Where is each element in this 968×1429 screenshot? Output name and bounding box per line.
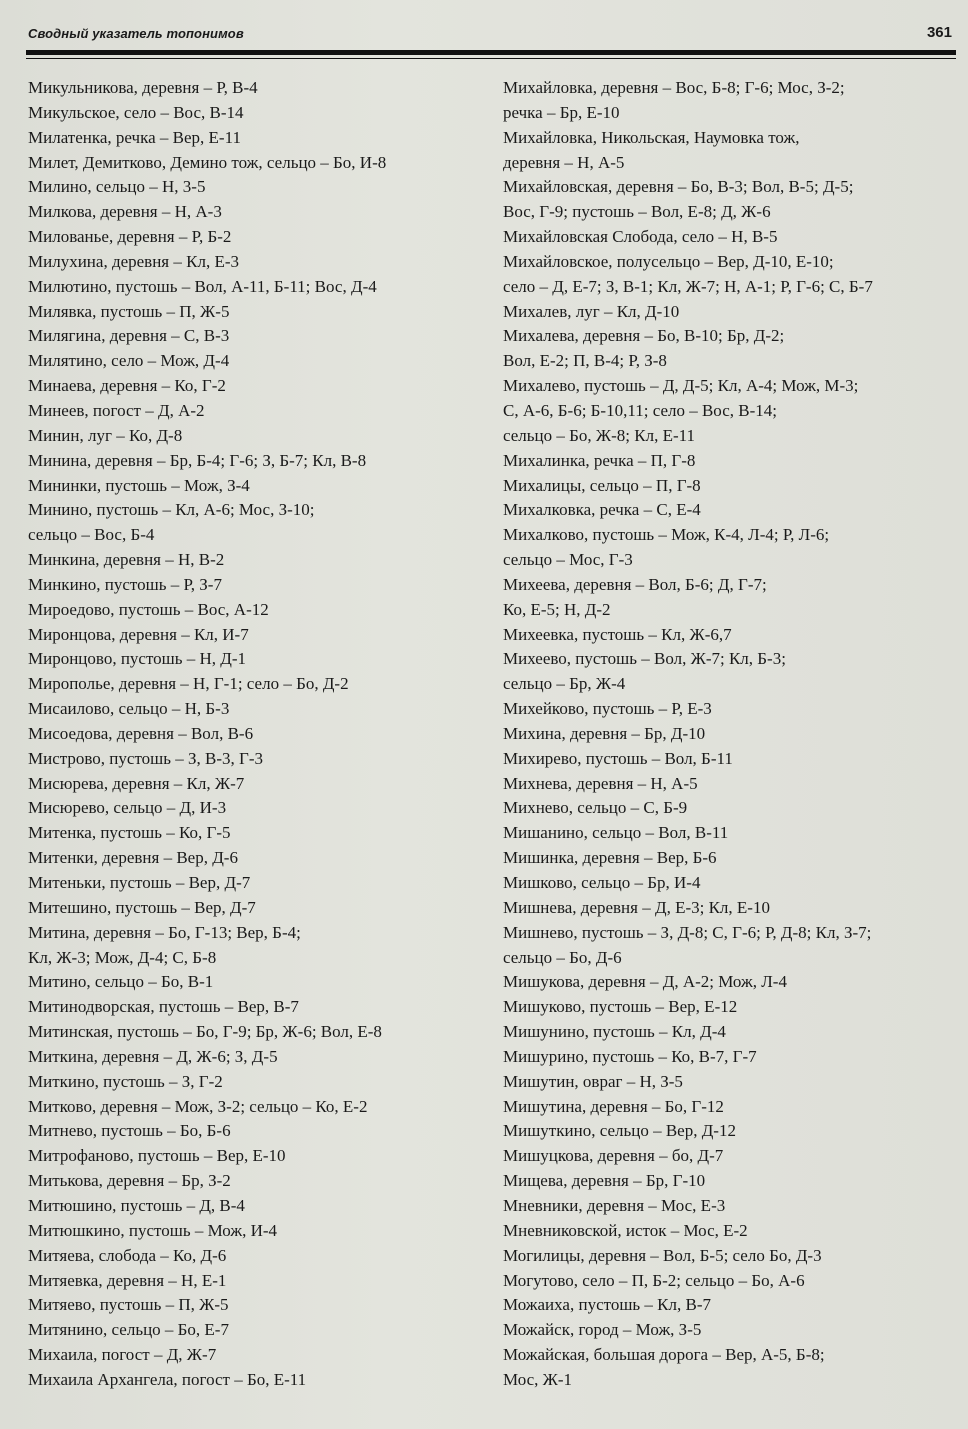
index-entry-line: Михалинка, речка – П, Г-8 bbox=[503, 450, 696, 470]
index-entry-line: Милатенка, речка – Вер, Е-11 bbox=[28, 127, 241, 147]
index-entry-line: Митяева, слобода – Ко, Д-6 bbox=[28, 1245, 227, 1265]
index-entry-line: Мишанино, сельцо – Вол, В-11 bbox=[503, 823, 729, 843]
index-entry-line: Мишнева, деревня – Д, Е-3; Кл, Е-10 bbox=[503, 897, 770, 917]
index-entry-line: Мишунино, пустошь – Кл, Д-4 bbox=[503, 1022, 726, 1042]
index-entry-line: Митинодворская, пустошь – Вер, В-7 bbox=[28, 997, 299, 1017]
index-entry-line: село – Д, Е-7; З, В-1; Кл, Ж-7; Н, А-1; Р, Г-6; С, Б-7 bbox=[503, 276, 873, 296]
page-number: 361 bbox=[926, 24, 952, 41]
index-entry-line: Митинская, пустошь – Бо, Г-9; Бр, Ж-6; Вол, Е-8 bbox=[28, 1022, 382, 1042]
index-entry-line: Михайловская, деревня – Бо, В-3; Вол, В-5; Д-5; bbox=[503, 177, 854, 197]
index-entry-line: сельцо – Вос, Б-4 bbox=[28, 525, 155, 545]
index-entry-line: Можайск, город – Мож, З-5 bbox=[503, 1320, 702, 1340]
index-entry-line: Мироедово, пустошь – Вос, А-12 bbox=[28, 599, 269, 619]
running-title: Сводный указатель топонимов bbox=[28, 26, 244, 41]
index-entry-line: Митенки, деревня – Вер, Д-6 bbox=[28, 848, 238, 868]
index-entry-line: Милкова, деревня – Н, А-3 bbox=[28, 202, 222, 222]
index-entry-line: Мисюрева, деревня – Кл, Ж-7 bbox=[28, 773, 245, 793]
index-entry-line: Мисаилово, сельцо – Н, Б-3 bbox=[28, 699, 230, 719]
index-entry-line: Милованье, деревня – Р, Б-2 bbox=[28, 227, 232, 247]
index-entry-line: Минин, луг – Ко, Д-8 bbox=[28, 425, 183, 445]
index-entry-line: Минино, пустошь – Кл, А-6; Мос, З-10; bbox=[28, 500, 315, 520]
index-entry-line: Мневниковской, исток – Мос, Е-2 bbox=[503, 1220, 748, 1240]
index-entry-line: Миронцово, пустошь – Н, Д-1 bbox=[28, 649, 247, 669]
index-entry-line: Мишуцкова, деревня – бо, Д-7 bbox=[503, 1146, 724, 1166]
index-entry-line: Митюшино, пустошь – Д, В-4 bbox=[28, 1195, 245, 1215]
index-entry-line: Мишково, сельцо – Бр, И-4 bbox=[503, 873, 701, 892]
index-entry-line: Митрофаново, пустошь – Вер, Е-10 bbox=[28, 1146, 286, 1166]
index-entry-line: речка – Бр, Е-10 bbox=[503, 102, 620, 122]
index-entry-line: Вол, Е-2; П, В-4; Р, З-8 bbox=[503, 351, 667, 371]
index-entry-line: Миронцова, деревня – Кл, И-7 bbox=[28, 624, 249, 644]
index-entry-line: Михейково, пустошь – Р, Е-3 bbox=[503, 699, 712, 719]
index-entry-line: Михаила Архангела, погост – Бо, Е-11 bbox=[28, 1369, 307, 1389]
index-entry-line: Михеевка, пустошь – Кл, Ж-6,7 bbox=[503, 624, 732, 644]
index-entry-line: Мос, Ж-1 bbox=[503, 1369, 573, 1389]
index-entry-line: Митково, деревня – Мож, З-2; сельцо – Ко, Е-2 bbox=[28, 1096, 368, 1116]
index-entry-line: Можайская, большая дорога – Вер, А-5, Б-8; bbox=[503, 1345, 825, 1365]
index-entry-line: Милявка, пустошь – П, Ж-5 bbox=[28, 301, 230, 321]
index-entry-line: Милухина, деревня – Кл, Е-3 bbox=[28, 251, 239, 271]
index-entry-line: Могутово, село – П, Б-2; сельцо – Бо, А-6 bbox=[503, 1270, 805, 1290]
index-entry-line: Михалково, пустошь – Мож, К-4, Л-4; Р, Л-6; bbox=[503, 525, 830, 545]
index-entry-line: Вос, Г-9; пустошь – Вол, Е-8; Д, Ж-6 bbox=[503, 202, 771, 222]
index-entry-line: Могилицы, деревня – Вол, Б-5; село Бо, Д-3 bbox=[503, 1245, 822, 1265]
index-entry-line: Митенка, пустошь – Ко, Г-5 bbox=[28, 823, 231, 843]
index-entry-line: Миропольe, деревня – Н, Г-1; село – Бо, Д-2 bbox=[28, 674, 349, 694]
index-column-right bbox=[503, 76, 958, 1393]
index-entry-line: Мишурино, пустошь – Ко, В-7, Г-7 bbox=[503, 1046, 757, 1066]
index-entry-line: Мисоедова, деревня – Вол, В-6 bbox=[28, 723, 254, 743]
index-entry-line: Митнево, пустошь – Бо, Б-6 bbox=[28, 1121, 231, 1141]
index-entry-line: Михалицы, сельцо – П, Г-8 bbox=[503, 475, 701, 495]
index-entry-line: Миткино, пустошь – З, Г-2 bbox=[28, 1071, 223, 1091]
index-entry-line: Мишуткино, сельцо – Вер, Д-12 bbox=[503, 1121, 736, 1141]
index-entry-line: Мишутина, деревня – Бо, Г-12 bbox=[503, 1096, 724, 1116]
index-entry-line: Мисюрево, сельцо – Д, И-3 bbox=[28, 798, 227, 818]
index-entry-line: Михайловка, Никольская, Наумовка тож, bbox=[503, 127, 800, 147]
index-entry-line: сельцо – Мос, Г-3 bbox=[503, 550, 633, 570]
index-entry-line: Михирево, пустошь – Вол, Б-11 bbox=[503, 748, 733, 768]
index-entry-line: Михалева, деревня – Бо, В-10; Бр, Д-2; bbox=[503, 326, 785, 346]
running-header bbox=[28, 24, 952, 44]
index-entry-line: деревня – Н, А-5 bbox=[503, 152, 625, 172]
index-entry-line: Мишукова, деревня – Д, А-2; Мож, Л-4 bbox=[503, 972, 787, 992]
index-entry-line: Митяево, пустошь – П, Ж-5 bbox=[28, 1295, 229, 1315]
index-entry-line: Микульское, село – Вос, В-14 bbox=[28, 102, 244, 122]
index-entry-line: Минеев, погост – Д, А-2 bbox=[28, 400, 205, 420]
index-entry-line: Милет, Демитково, Демино тож, сельцо – Бо, И-8 bbox=[28, 152, 387, 172]
index-entry-line: Мишинка, деревня – Вер, Б-6 bbox=[503, 848, 717, 868]
index-entry-line: Михалковка, речка – С, Е-4 bbox=[503, 500, 701, 520]
index-entry-line: Михнева, деревня – Н, А-5 bbox=[503, 773, 698, 793]
index-entry-line: Митина, деревня – Бо, Г-13; Вер, Б-4; bbox=[28, 922, 301, 942]
index-entry-line: Митянино, сельцо – Бо, Е-7 bbox=[28, 1320, 229, 1340]
index-entry-line: Михалев, луг – Кл, Д-10 bbox=[503, 301, 680, 321]
index-entry-line: Митеньки, пустошь – Вер, Д-7 bbox=[28, 873, 251, 892]
index-entry-line: Мининки, пустошь – Мож, З-4 bbox=[28, 475, 250, 495]
index-column-left bbox=[28, 76, 498, 1393]
index-entry-line: Милино, сельцо – Н, 3-5 bbox=[28, 177, 206, 197]
index-entry-line: Можаиха, пустошь – Кл, В-7 bbox=[503, 1295, 711, 1315]
index-entry-line: Минина, деревня – Бр, Б-4; Г-6; З, Б-7; Кл, В-8 bbox=[28, 450, 367, 470]
index-entry-line: Михаила, погост – Д, Ж-7 bbox=[28, 1345, 217, 1365]
index-entry-line: Михнево, сельцо – С, Б-9 bbox=[503, 798, 688, 818]
index-entry-line: Милютино, пустошь – Вол, А-11, Б-11; Вос, Д-4 bbox=[28, 276, 377, 296]
header-rule-thin bbox=[26, 58, 956, 59]
index-entry-line: Милягина, деревня – С, В-3 bbox=[28, 326, 230, 346]
index-entry-line: Мишутин, овраг – Н, З-5 bbox=[503, 1071, 683, 1091]
index-entry-line: Минкино, пустошь – Р, З-7 bbox=[28, 574, 222, 594]
index-entry-line: сельцо – Бо, Ж-8; Кл, Е-11 bbox=[503, 425, 695, 445]
index-entry-line: Мищева, деревня – Бр, Г-10 bbox=[503, 1171, 706, 1191]
index-entry-line: сельцо – Бо, Д-6 bbox=[503, 947, 622, 967]
index-entry-line: Михайловская Слобода, село – Н, В-5 bbox=[503, 227, 778, 247]
index-entry-line: Митюшкино, пустошь – Мож, И-4 bbox=[28, 1220, 278, 1240]
index-entry-line: Мишнево, пустошь – З, Д-8; С, Г-6; Р, Д-8; Кл, З-7; bbox=[503, 922, 872, 942]
index-entry-line: Михайловское, полусельцо – Вер, Д-10, Е-10; bbox=[503, 251, 834, 271]
index-entry-line: Милятино, село – Мож, Д-4 bbox=[28, 351, 230, 371]
index-entry-line: С, А-6, Б-6; Б-10,11; село – Вос, В-14; bbox=[503, 400, 778, 420]
index-entry-line: Ко, Е-5; Н, Д-2 bbox=[503, 599, 611, 619]
index-entry-line: Минаева, деревня – Ко, Г-2 bbox=[28, 376, 226, 396]
index-entry-line: Митино, сельцо – Бо, В-1 bbox=[28, 972, 214, 992]
index-entry-line: Митькова, деревня – Бр, З-2 bbox=[28, 1171, 231, 1191]
header-rule-thick bbox=[26, 50, 956, 55]
index-entry-line: сельцо – Бр, Ж-4 bbox=[503, 674, 626, 694]
index-entry-line: Михалево, пустошь – Д, Д-5; Кл, А-4; Мож, М-3; bbox=[503, 376, 859, 396]
index-entry-line: Мишуково, пустошь – Вер, Е-12 bbox=[503, 997, 738, 1017]
index-entry-line: Митяевка, деревня – Н, Е-1 bbox=[28, 1270, 227, 1290]
index-entry-line: Митешино, пустошь – Вер, Д-7 bbox=[28, 897, 256, 917]
index-entry-line: Кл, Ж-3; Мож, Д-4; С, Б-8 bbox=[28, 947, 217, 967]
index-entry-line: Минкина, деревня – Н, В-2 bbox=[28, 550, 225, 570]
index-entry-line: Миткина, деревня – Д, Ж-6; З, Д-5 bbox=[28, 1046, 278, 1066]
index-entry-line: Микульникова, деревня – Р, В-4 bbox=[28, 78, 258, 97]
index-entry-line: Михеева, деревня – Вол, Б-6; Д, Г-7; bbox=[503, 574, 767, 594]
index-entry-line: Михайловка, деревня – Вос, Б-8; Г-6; Мос, З-2; bbox=[503, 78, 845, 97]
index-entry-line: Мистрово, пустошь – З, В-3, Г-3 bbox=[28, 748, 264, 768]
index-entry-line: Михина, деревня – Бр, Д-10 bbox=[503, 723, 706, 743]
index-entry-line: Михеево, пустошь – Вол, Ж-7; Кл, Б-3; bbox=[503, 649, 786, 669]
index-entry-line: Мневники, деревня – Мос, Е-3 bbox=[503, 1195, 726, 1215]
